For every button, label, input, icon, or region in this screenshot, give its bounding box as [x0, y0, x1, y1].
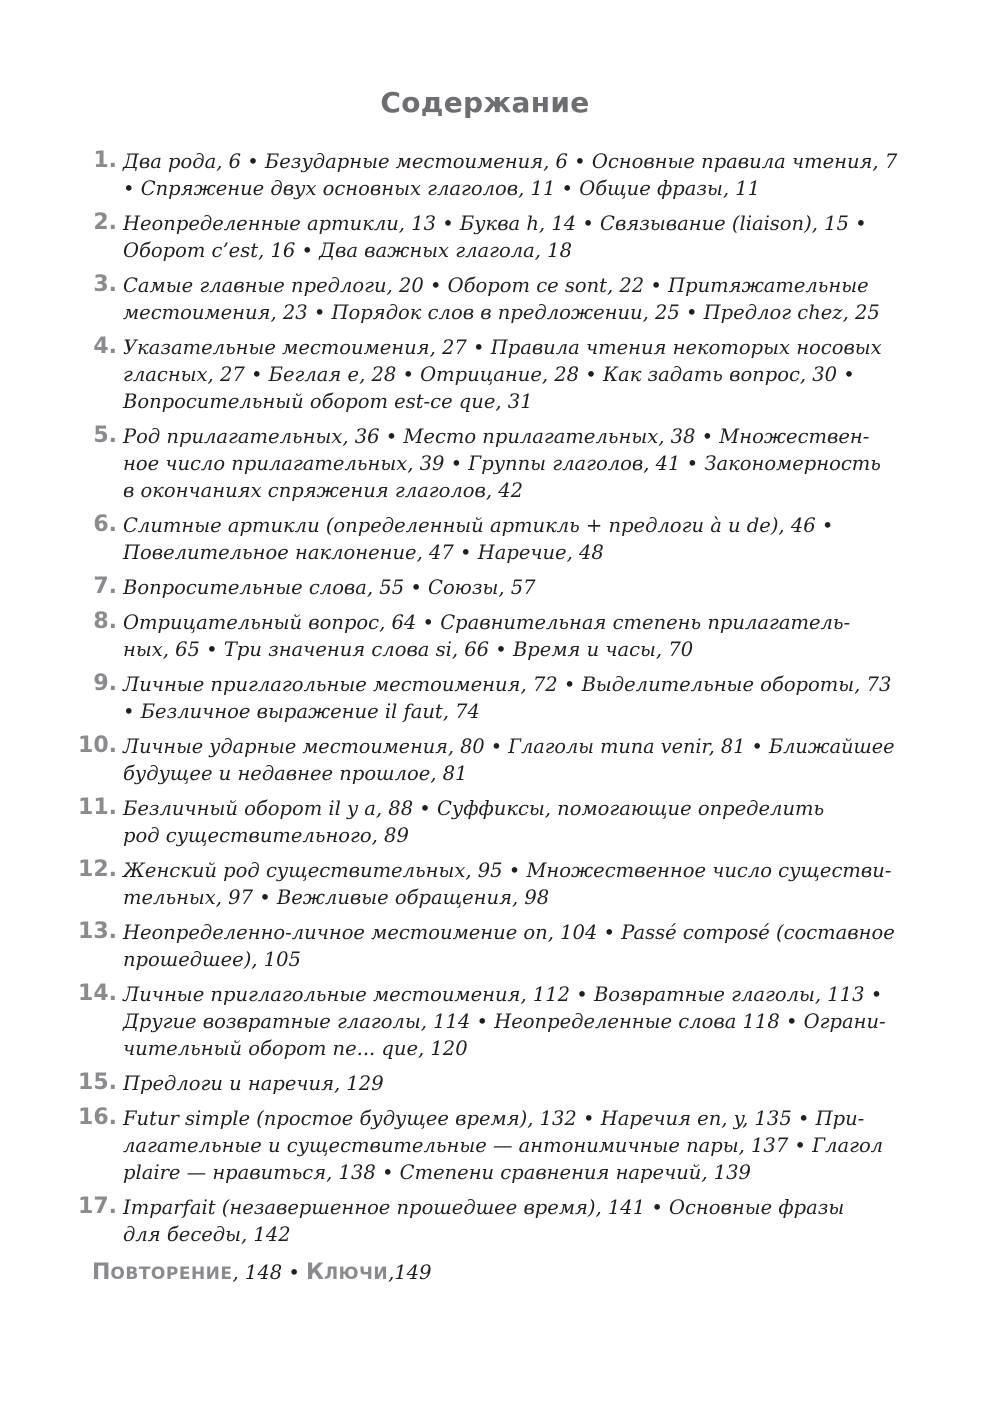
topic-line: Оборот c’est, 16 • Два важных глагола, 18 [123, 239, 572, 262]
topic-line: Futur simple (простое будущее время), 132 • Наречия en, y, 135 • При- [123, 1107, 865, 1130]
topic-line: Предлоги и наречия, 129 [123, 1072, 384, 1095]
toc-entry[interactable] [70, 919, 900, 973]
chapter-number: 11. [78, 795, 117, 820]
topic-line: род существительного, 89 [123, 824, 409, 847]
chapter-topics [123, 210, 900, 264]
chapter-topics [123, 671, 900, 725]
chapter-topics [123, 272, 900, 326]
topic-line: Слитные артикли (определенный артикль + предлоги à и de), 46 • [123, 514, 834, 537]
topic-line: Род прилагательных, 36 • Место прилагательных, 38 • Множествен- [123, 425, 870, 448]
topic-line: лагательные и существительные — антонимичные пары, 137 • Глагол [123, 1134, 884, 1157]
chapter-number: 15. [78, 1070, 117, 1095]
table-of-contents [70, 148, 900, 1256]
keys-initial: К [306, 1260, 325, 1285]
chapter-number: 1. [93, 148, 117, 173]
chapter-topics [123, 574, 900, 601]
chapter-topics [123, 1070, 900, 1097]
chapter-topics [123, 733, 900, 787]
toc-entry[interactable] [70, 733, 900, 787]
topic-line: Указательные местоимения, 27 • Правила чтения некоторых носовых [123, 336, 882, 359]
toc-entry[interactable] [70, 1070, 900, 1097]
topic-line: Неопределенно-личное местоимение on, 104 • Passé composé (составное [123, 921, 895, 944]
topic-line: Личные приглагольные местоимения, 112 • Возвратные глаголы, 113 • [123, 983, 883, 1006]
chapter-topics [123, 919, 900, 973]
toc-entry[interactable] [70, 609, 900, 663]
toc-entry[interactable] [70, 210, 900, 264]
chapter-number: 12. [78, 857, 117, 882]
topic-line: Женский род существительных, 95 • Множественное число существи- [123, 859, 892, 882]
toc-entry[interactable] [70, 857, 900, 911]
topic-line: • Безличное выражение il faut, 74 [123, 700, 480, 723]
chapter-topics [123, 334, 900, 415]
topic-line: Неопределенные артикли, 13 • Буква h, 14 • Связывание (liaison), 15 • [123, 212, 867, 235]
topic-line: Imparfait (незавершенное прошедшее время), 141 • Основные фразы [123, 1196, 845, 1219]
chapter-number: 7. [93, 574, 117, 599]
chapter-number: 4. [93, 334, 117, 359]
chapter-topics [123, 512, 900, 566]
toc-entry[interactable] [70, 981, 900, 1062]
page-title: Содержание [380, 86, 590, 119]
topic-line: plaire — нравиться, 138 • Степени сравнения наречий, 139 [123, 1161, 751, 1184]
topic-line: Повелительное наклонение, 47 • Наречие, 48 [123, 541, 604, 564]
chapter-number: 17. [78, 1194, 117, 1219]
chapter-number: 9. [93, 671, 117, 696]
chapter-number: 2. [93, 210, 117, 235]
topic-line: Безличный оборот il y a, 88 • Суффиксы, помогающие определить [123, 797, 825, 820]
chapter-number: 16. [78, 1105, 117, 1130]
topic-line: чительный оборот ne... que, 120 [123, 1037, 468, 1060]
toc-entry[interactable] [70, 512, 900, 566]
toc-entry[interactable] [70, 1194, 900, 1248]
review-link[interactable] [92, 1260, 233, 1285]
topic-line: Вопросительные слова, 55 • Союзы, 57 [123, 576, 536, 599]
topic-line: Личные приглагольные местоимения, 72 • Выделительные обороты, 73 [123, 673, 892, 696]
chapter-number: 10. [78, 733, 117, 758]
chapter-topics [123, 1105, 900, 1186]
topic-line: ное число прилагательных, 39 • Группы глаголов, 41 • Закономерность [123, 452, 881, 475]
topic-line: Самые главные предлоги, 20 • Оборот ce sont, 22 • Притяжательные [123, 274, 869, 297]
toc-entry[interactable] [70, 148, 900, 202]
topic-line: будущее и недавнее прошлое, 81 [123, 762, 468, 785]
chapter-topics [123, 1194, 900, 1248]
topic-line: в окончаниях спряжения глаголов, 42 [123, 479, 524, 502]
chapter-number: 3. [93, 272, 117, 297]
chapter-topics [123, 148, 900, 202]
review-rest: ОВТОРЕНИЕ [110, 1264, 233, 1284]
topic-line: ных, 65 • Три значения слова si, 66 • Время и часы, 70 [123, 638, 694, 661]
topic-line: Личные ударные местоимения, 80 • Глаголы типа venir, 81 • Ближайшее [123, 735, 895, 758]
chapter-number: 8. [93, 609, 117, 634]
topic-line: прошедшее), 105 [123, 948, 301, 971]
chapter-topics [123, 857, 900, 911]
topic-line: • Спряжение двух основных глаголов, 11 • Общие фразы, 11 [123, 177, 761, 200]
keys-page-number: ,149 [388, 1261, 432, 1284]
chapter-number: 14. [78, 981, 117, 1006]
chapter-topics [123, 795, 900, 849]
chapter-number: 6. [93, 512, 117, 537]
keys-rest: ЛЮЧИ [324, 1264, 389, 1284]
toc-entry[interactable] [70, 671, 900, 725]
topic-line: тельных, 97 • Вежливые обращения, 98 [123, 886, 550, 909]
toc-entry[interactable] [70, 334, 900, 415]
review-page-number: , 148 • [232, 1261, 307, 1284]
chapter-number: 13. [78, 919, 117, 944]
chapter-number: 5. [93, 423, 117, 448]
topic-line: Вопросительный оборот est-ce que, 31 [123, 390, 533, 413]
toc-entry[interactable] [70, 1105, 900, 1186]
topic-line: для беседы, 142 [123, 1223, 291, 1246]
topic-line: Другие возвратные глаголы, 114 • Неопределенные слова 118 • Ограни- [123, 1010, 886, 1033]
toc-entry[interactable] [70, 272, 900, 326]
topic-line: местоимения, 23 • Порядок слов в предложении, 25 • Предлог chez, 25 [123, 301, 880, 324]
toc-footer [92, 1260, 432, 1285]
chapter-topics [123, 981, 900, 1062]
topic-line: Два рода, 6 • Безударные местоимения, 6 • Основные правила чтения, 7 [123, 150, 898, 173]
topic-line: Отрицательный вопрос, 64 • Сравнительная степень прилагатель- [123, 611, 851, 634]
toc-entry[interactable] [70, 423, 900, 504]
chapter-topics [123, 609, 900, 663]
review-initial: П [92, 1260, 111, 1285]
chapter-topics [123, 423, 900, 504]
toc-entry[interactable] [70, 574, 900, 601]
toc-entry[interactable] [70, 795, 900, 849]
keys-link[interactable] [306, 1260, 388, 1285]
topic-line: гласных, 27 • Беглая e, 28 • Отрицание, 28 • Как задать вопрос, 30 • [123, 363, 855, 386]
